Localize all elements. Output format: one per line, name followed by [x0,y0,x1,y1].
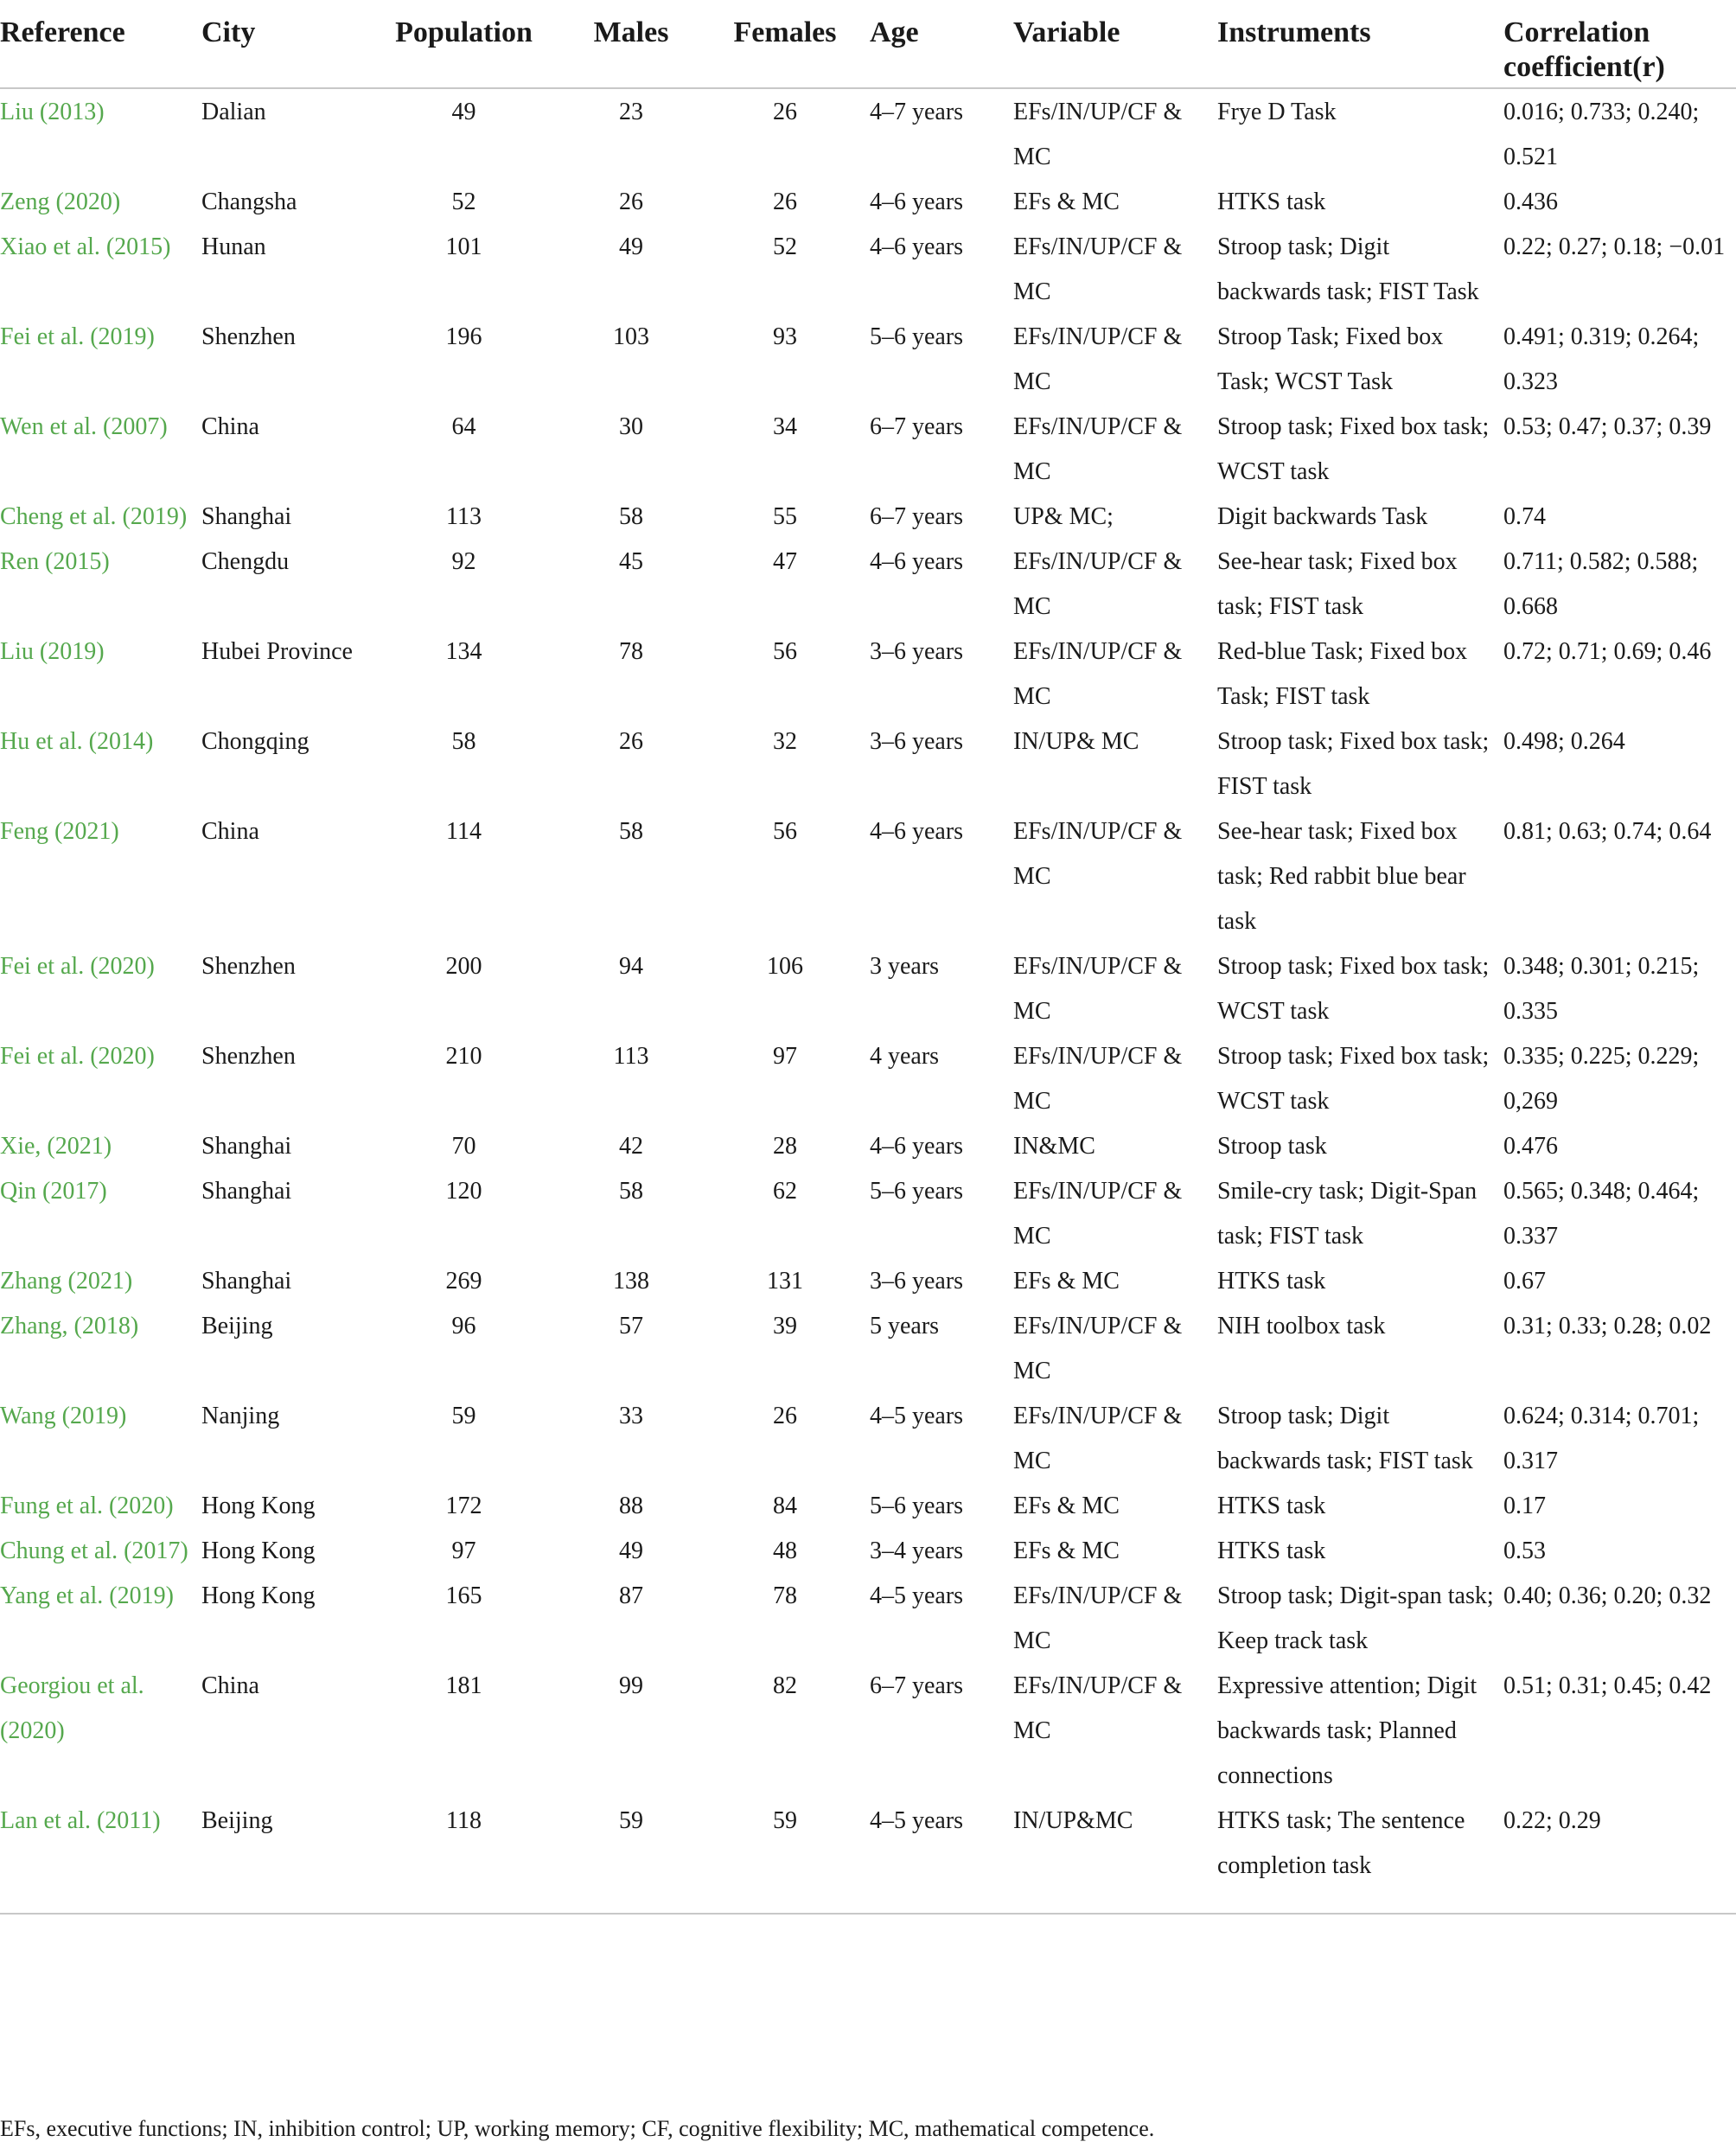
males-cell: 58 [619,818,643,845]
variable-cell: EFs/IN/UP/CF & MC [1013,818,1183,890]
city-cell: Shenzhen [201,323,296,350]
city-cell: Hong Kong [201,1582,316,1609]
males-cell: 57 [619,1313,643,1339]
males-cell: 23 [619,99,643,125]
females-cell: 26 [773,99,797,125]
reference-link[interactable]: Liu (2013) [0,99,105,125]
header-age: Age [870,0,1013,88]
table-body [0,88,1736,1914]
males-cell: 87 [619,1582,643,1609]
males-cell: 26 [619,189,643,215]
age-cell: 4–5 years [870,1582,964,1609]
correlation-cell: 0.436 [1503,189,1558,215]
city-cell: Shanghai [201,1178,292,1205]
instruments-cell: See-hear task; Fixed box task; Red rabbit blue bear task [1217,818,1466,935]
age-cell: 6–7 years [870,413,964,440]
females-cell: 47 [773,548,797,575]
variable-cell: EFs/IN/UP/CF & MC [1013,1178,1183,1250]
variable-cell: EFs/IN/UP/CF & MC [1013,99,1183,170]
table-row [0,719,1736,809]
correlation-cell: 0.476 [1503,1133,1558,1160]
city-cell: China [201,413,259,440]
males-cell: 58 [619,1178,643,1205]
correlation-cell: 0.17 [1503,1493,1546,1519]
variable-cell: EFs/IN/UP/CF & MC [1013,1313,1183,1384]
table-row [0,540,1736,630]
males-cell: 45 [619,548,643,575]
population-cell: 210 [445,1043,482,1070]
city-cell: Changsha [201,189,297,215]
instruments-cell: HTKS task [1217,1537,1326,1564]
correlation-cell: 0.51; 0.31; 0.45; 0.42 [1503,1672,1712,1699]
females-cell: 131 [767,1268,803,1295]
females-cell: 55 [773,503,797,530]
population-cell: 58 [451,728,476,755]
age-cell: 3–6 years [870,728,964,755]
population-cell: 59 [451,1403,476,1429]
table-row [0,809,1736,944]
correlation-cell: 0.74 [1503,503,1546,530]
population-cell: 200 [445,953,482,980]
city-cell: Chengdu [201,548,290,575]
population-cell: 120 [445,1178,482,1205]
variable-cell: EFs & MC [1013,1493,1120,1519]
females-cell: 34 [773,413,797,440]
variable-cell: EFs/IN/UP/CF & MC [1013,1043,1183,1115]
table-footnote: EFs, executive functions; IN, inhibition control; UP, working memory; CF, cognitive flexibility; MC, mathematical competence. [0,2116,1155,2141]
reference-link[interactable]: Chung et al. (2017) [0,1537,188,1564]
instruments-cell: Stroop task; Digit-span task; Keep track task [1217,1582,1494,1654]
instruments-cell: Smile-cry task; Digit-Span task; FIST task [1217,1178,1478,1250]
females-cell: 52 [773,233,797,260]
correlation-cell: 0.348; 0.301; 0.215; 0.335 [1503,953,1700,1025]
correlation-cell: 0.81; 0.63; 0.74; 0.64 [1503,818,1712,845]
city-cell: Hubei Province [201,638,353,665]
population-cell: 101 [445,233,482,260]
table-row [0,630,1736,719]
reference-link[interactable]: Liu (2019) [0,638,105,665]
population-cell: 114 [446,818,482,845]
correlation-cell: 0.565; 0.348; 0.464; 0.337 [1503,1178,1700,1250]
females-cell: 84 [773,1493,797,1519]
city-cell: Shanghai [201,503,292,530]
reference-link[interactable]: Cheng et al. (2019) [0,503,188,530]
reference-link[interactable]: Wang (2019) [0,1403,127,1429]
reference-link[interactable]: Fung et al. (2020) [0,1493,174,1519]
header-city: City [201,0,366,88]
city-cell: Beijing [201,1313,273,1339]
population-cell: 181 [445,1672,482,1699]
header-instruments: Instruments [1217,0,1503,88]
table-row [0,944,1736,1034]
age-cell: 6–7 years [870,503,964,530]
table-row [0,1529,1736,1574]
females-cell: 62 [773,1178,797,1205]
population-cell: 118 [366,1799,562,1914]
reference-link[interactable]: Fei et al. (2020) [0,953,155,980]
females-cell: 59 [700,1799,870,1914]
females-cell: 93 [773,323,797,350]
variable-cell: EFs/IN/UP/CF & MC [1013,953,1183,1025]
instruments-cell: Expressive attention; Digit backwards task; Planned connections [1217,1672,1478,1789]
females-cell: 48 [773,1537,797,1564]
males-cell: 42 [619,1133,643,1160]
reference-link[interactable]: Zhang (2021) [0,1268,133,1295]
table-row [0,1484,1736,1529]
age-cell: 6–7 years [870,1672,964,1699]
age-cell: 4–6 years [870,1133,964,1160]
instruments-cell: Stroop task; Fixed box task; WCST task [1217,1043,1490,1115]
age-cell: 5–6 years [870,1178,964,1205]
table-row [0,1799,1736,1914]
city-cell: Chongqing [201,728,310,755]
instruments-cell: Stroop task; Digit backwards task; FIST task [1217,1403,1473,1474]
reference-link[interactable]: Qin (2017) [0,1178,107,1205]
table-row [0,225,1736,315]
instruments-cell: HTKS task [1217,1268,1326,1295]
header-population: Population [366,0,562,88]
table-row [0,1304,1736,1394]
table-row [0,405,1736,495]
city-cell: Shenzhen [201,1043,296,1070]
variable-cell: EFs & MC [1013,1268,1120,1295]
table-row [0,1124,1736,1169]
variable-cell: EFs/IN/UP/CF & MC [1013,638,1183,710]
population-cell: 134 [445,638,482,665]
age-cell: 4–5 years [870,1799,1013,1914]
age-cell: 4–6 years [870,189,964,215]
females-cell: 26 [773,189,797,215]
city-cell: Beijing [201,1799,366,1914]
table-row [0,1664,1736,1799]
instruments-cell: See-hear task; Fixed box task; FIST task [1217,548,1458,620]
females-cell: 82 [773,1672,797,1699]
reference-link[interactable]: Zeng (2020) [0,189,121,215]
males-cell: 94 [619,953,643,980]
city-cell: Hong Kong [201,1537,316,1564]
table-row [0,495,1736,540]
city-cell: Nanjing [201,1403,280,1429]
females-cell: 56 [773,638,797,665]
age-cell: 5–6 years [870,1493,964,1519]
variable-cell: EFs/IN/UP/CF & MC [1013,1672,1183,1744]
instruments-cell: Frye D Task [1217,99,1337,125]
population-cell: 113 [446,503,482,530]
population-cell: 52 [451,189,476,215]
instruments-cell: Stroop task; Fixed box task; WCST task [1217,953,1490,1025]
reference-link[interactable]: Fei et al. (2020) [0,1043,155,1070]
city-cell: China [201,1672,259,1699]
table-row [0,1394,1736,1484]
city-cell: Hong Kong [201,1493,316,1519]
correlation-cell: 0.22; 0.27; 0.18; −0.01 [1503,233,1726,260]
age-cell: 4–6 years [870,233,964,260]
age-cell: 4–7 years [870,99,964,125]
correlation-cell: 0.335; 0.225; 0.229; 0,269 [1503,1043,1700,1115]
variable-cell: EFs & MC [1013,1537,1120,1564]
age-cell: 3–4 years [870,1537,964,1564]
correlation-cell: 0.498; 0.264 [1503,728,1625,755]
age-cell: 4–6 years [870,818,964,845]
males-cell: 59 [562,1799,700,1914]
table-row [0,180,1736,225]
correlation-cell: 0.711; 0.582; 0.588; 0.668 [1503,548,1699,620]
females-cell: 106 [767,953,803,980]
city-cell: Shenzhen [201,953,296,980]
reference-link[interactable]: Xie, (2021) [0,1133,112,1160]
females-cell: 26 [773,1403,797,1429]
females-cell: 39 [773,1313,797,1339]
age-cell: 3–6 years [870,638,964,665]
instruments-cell: NIH toolbox task [1217,1313,1386,1339]
variable-cell: EFs/IN/UP/CF & MC [1013,548,1183,620]
table-row [0,1574,1736,1664]
reference-link[interactable]: Zhang, (2018) [0,1313,139,1339]
correlation-cell: 0.016; 0.733; 0.240; 0.521 [1503,99,1700,170]
instruments-cell: Stroop Task; Fixed box Task; WCST Task [1217,323,1444,395]
header-reference: Reference [0,0,201,88]
females-cell: 97 [773,1043,797,1070]
variable-cell: IN/UP& MC [1013,728,1139,755]
correlation-cell: 0.22; 0.29 [1503,1799,1736,1914]
city-cell: Shanghai [201,1268,292,1295]
age-cell: 4 years [870,1043,940,1070]
males-cell: 99 [619,1672,643,1699]
population-cell: 172 [445,1493,482,1519]
variable-cell: UP& MC; [1013,503,1114,530]
reference-link[interactable]: Wen et al. (2007) [0,413,168,440]
variable-cell: IN&MC [1013,1133,1095,1160]
males-cell: 113 [613,1043,649,1070]
header-variable: Variable [1013,0,1217,88]
correlation-cell: 0.53; 0.47; 0.37; 0.39 [1503,413,1712,440]
age-cell: 4–5 years [870,1403,964,1429]
age-cell: 5 years [870,1313,940,1339]
correlation-cell: 0.624; 0.314; 0.701; 0.317 [1503,1403,1700,1474]
reference-link[interactable]: Hu et al. (2014) [0,728,154,755]
instruments-cell: Digit backwards Task [1217,503,1428,530]
age-cell: 3–6 years [870,1268,964,1295]
females-cell: 32 [773,728,797,755]
table-row [0,1169,1736,1259]
city-cell: China [201,818,259,845]
population-cell: 49 [451,99,476,125]
males-cell: 138 [613,1268,649,1295]
variable-cell: EFs/IN/UP/CF & MC [1013,1403,1183,1474]
reference-link[interactable]: Yang et al. (2019) [0,1582,174,1609]
variable-cell: IN/UP&MC [1013,1799,1217,1914]
correlation-cell: 0.40; 0.36; 0.20; 0.32 [1503,1582,1712,1609]
reference-link[interactable]: Lan et al. (2011) [0,1799,201,1914]
males-cell: 26 [619,728,643,755]
table-row [0,315,1736,405]
males-cell: 49 [619,1537,643,1564]
males-cell: 103 [613,323,649,350]
variable-cell: EFs/IN/UP/CF & MC [1013,413,1183,485]
reference-link[interactable]: Georgiou et al. (2020) [0,1672,144,1744]
population-cell: 97 [451,1537,476,1564]
population-cell: 269 [445,1268,482,1295]
males-cell: 33 [619,1403,643,1429]
instruments-cell: HTKS task; The sentence completion task [1217,1799,1503,1914]
males-cell: 30 [619,413,643,440]
age-cell: 3 years [870,953,940,980]
header-females: Females [700,0,870,88]
table-header [0,0,1736,88]
reference-link[interactable]: Ren (2015) [0,548,110,575]
instruments-cell: Stroop task [1217,1133,1327,1160]
males-cell: 58 [619,503,643,530]
variable-cell: EFs & MC [1013,189,1120,215]
correlation-cell: 0.31; 0.33; 0.28; 0.02 [1503,1313,1712,1339]
variable-cell: EFs/IN/UP/CF & MC [1013,233,1183,305]
females-cell: 28 [773,1133,797,1160]
correlation-cell: 0.53 [1503,1537,1546,1564]
city-cell: Shanghai [201,1133,292,1160]
variable-cell: EFs/IN/UP/CF & MC [1013,1582,1183,1654]
males-cell: 78 [619,638,643,665]
reference-link[interactable]: Feng (2021) [0,818,119,845]
age-cell: 5–6 years [870,323,964,350]
city-cell: Dalian [201,99,266,125]
females-cell: 56 [773,818,797,845]
city-cell: Hunan [201,233,266,260]
population-cell: 70 [451,1133,476,1160]
instruments-cell: Stroop task; Fixed box task; WCST task [1217,413,1490,485]
population-cell: 96 [451,1313,476,1339]
table-row [0,88,1736,180]
variable-cell: EFs/IN/UP/CF & MC [1013,323,1183,395]
table-row [0,1034,1736,1124]
instruments-cell: HTKS task [1217,1493,1326,1519]
correlation-cell: 0.491; 0.319; 0.264; 0.323 [1503,323,1700,395]
correlation-cell: 0.67 [1503,1268,1546,1295]
population-cell: 165 [445,1582,482,1609]
females-cell: 78 [773,1582,797,1609]
correlation-cell: 0.72; 0.71; 0.69; 0.46 [1503,638,1712,665]
reference-link[interactable]: Fei et al. (2019) [0,323,155,350]
header-correlation: Correlation coefficient(r) [1503,0,1736,88]
males-cell: 49 [619,233,643,260]
instruments-cell: Stroop task; Fixed box task; FIST task [1217,728,1490,800]
population-cell: 196 [445,323,482,350]
males-cell: 88 [619,1493,643,1519]
instruments-cell: Stroop task; Digit backwards task; FIST Task [1217,233,1479,305]
age-cell: 4–6 years [870,548,964,575]
population-cell: 64 [451,413,476,440]
reference-link[interactable]: Xiao et al. (2015) [0,233,171,260]
instruments-cell: Red-blue Task; Fixed box Task; FIST task [1217,638,1468,710]
population-cell: 92 [451,548,476,575]
instruments-cell: HTKS task [1217,189,1326,215]
table-row [0,1259,1736,1304]
header-males: Males [562,0,700,88]
